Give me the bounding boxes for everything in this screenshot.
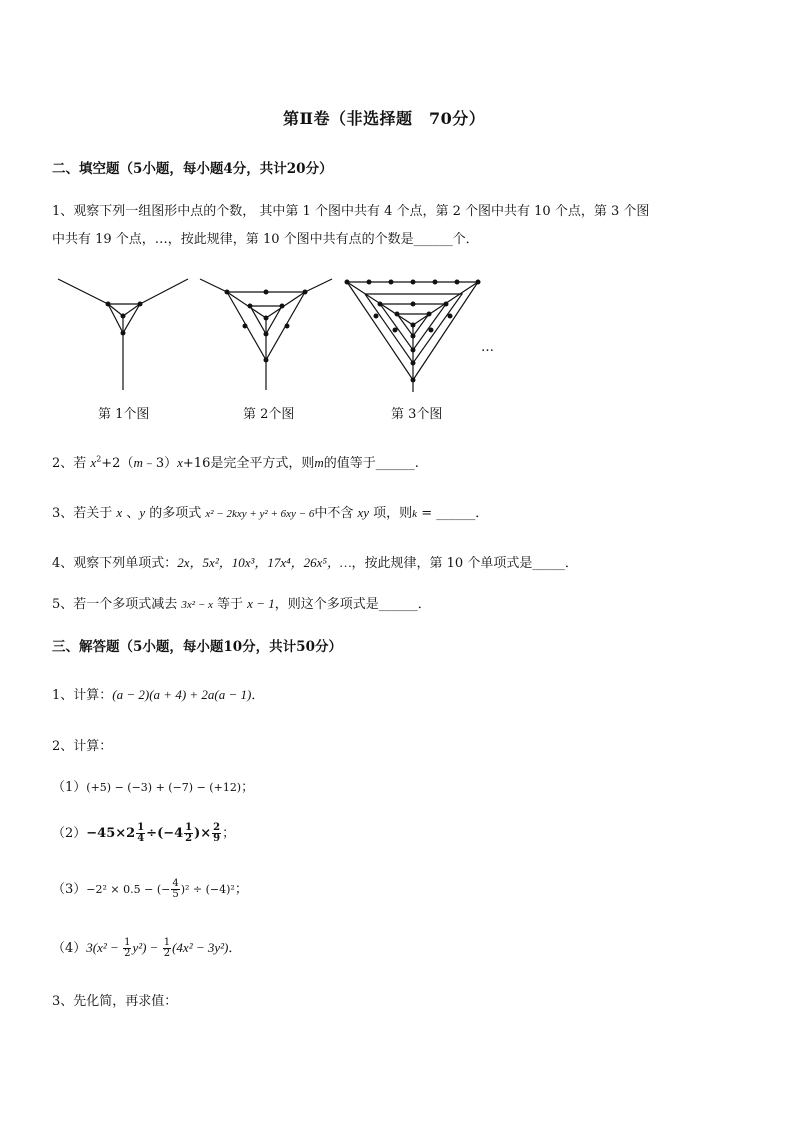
solve-q2-part4: （4）3(x² − $\frac{1}{2}$ y²) − $\frac{1}{2}$ (4x² − 3y²)．	[52, 937, 242, 959]
question-4: 4、观察下列单项式：2x，5x²，10x³，17x⁴，26x⁵，…，按此规律，第 10 个单项式是_____．	[52, 555, 578, 571]
q1-line2: 中共有 19 个点，…，按此规律，第 10 个图中共有点的个数是______个．	[52, 232, 479, 247]
question-3: 3、若关于 x 、y 的多项式 x² − 2kxy + y² + 6xy − 6中不含 xy 项，则k = ______．	[52, 505, 489, 521]
solve-question-3-label: 3、先化简，再求值：	[52, 994, 178, 1009]
q1-line1: 1、观察下列一组图形中点的个数， 其中第 1 个图中共有 4 个点，第 2 个图中共有 10 个点，第 3 个图	[52, 204, 650, 219]
dot-pattern-figures	[0, 0, 794, 430]
question-5: 5、若一个多项式减去 3x² − x 等于 x − 1，则这个多项式是______．	[52, 596, 431, 612]
section2-heading: 二、填空题（5小题，每小题4分，共计20分）	[52, 161, 333, 177]
solve-q2-part1: （1）(+5) − (−3) + (−7) − (+12)；	[52, 780, 255, 795]
figure-3	[345, 280, 481, 393]
solve-q2-part3: （3）−2² × 0.5 − (− $\frac{4}{5}$ )² ÷ (−4)²；	[52, 878, 248, 900]
solve-question-1: 1、计算：(a − 2)(a + 4) + 2a(a − 1)．	[52, 687, 265, 703]
solve-question-2-label: 2、计算：	[52, 739, 113, 754]
section3-heading: 三、解答题（5小题，每小题10分，共计50分）	[52, 639, 342, 655]
figure-1	[58, 279, 188, 390]
caption-figure-3: 第 3个图	[391, 407, 443, 422]
solve-q2-part2: （2）−45×2 $\frac{1}{4}$ ÷(−4 $\frac{1}{2}$ )× $\frac{2}{9}$ ；	[52, 822, 236, 844]
figure-ellipsis: …	[481, 340, 494, 355]
question-2: 2、若 $x^2+2(m﹣3)x+16$是完全平方式，则m的值等于______.	[52, 454, 419, 471]
figure-2	[200, 279, 332, 390]
page-title: 第Ⅱ卷（非选择题 70分）	[283, 109, 486, 128]
caption-figure-2: 第 2个图	[243, 407, 295, 422]
caption-figure-1: 第 1个图	[98, 407, 150, 422]
